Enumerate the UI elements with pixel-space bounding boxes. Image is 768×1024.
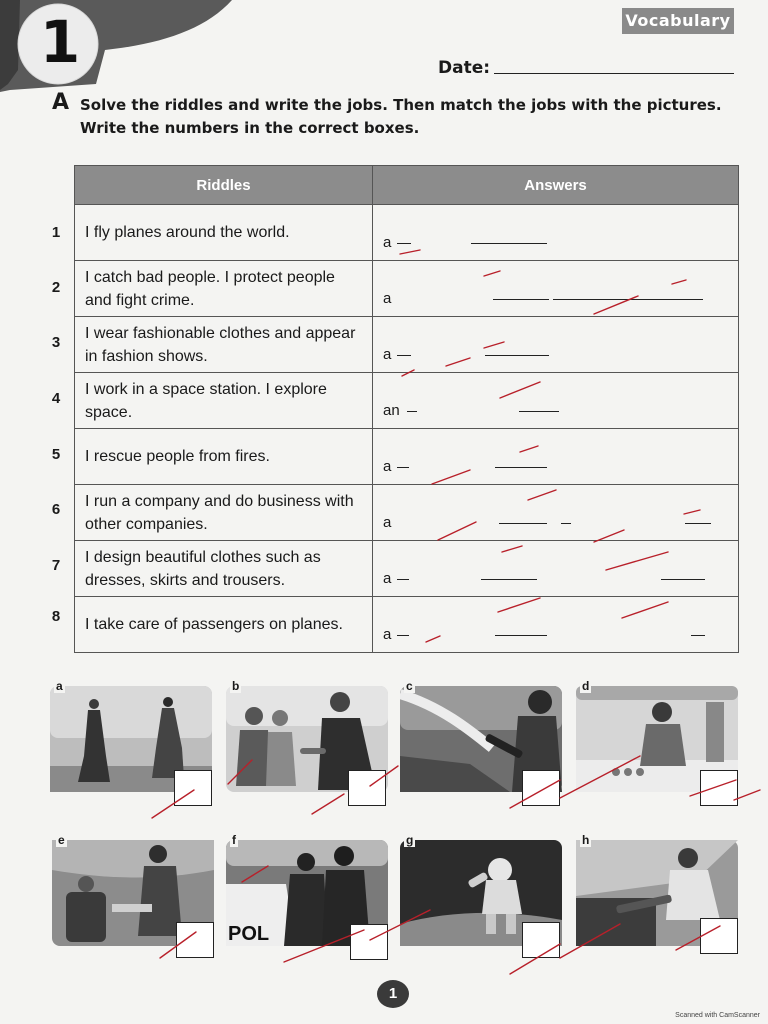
answer-blank[interactable] bbox=[495, 635, 547, 636]
row-number: 4 bbox=[51, 390, 61, 407]
answer-article: a bbox=[383, 625, 392, 643]
picture-label: c bbox=[406, 679, 413, 693]
date-input-line[interactable] bbox=[494, 73, 734, 74]
answer-article: a bbox=[383, 457, 392, 475]
answer-blank[interactable] bbox=[493, 299, 549, 300]
table-row bbox=[75, 429, 739, 485]
answer-cell[interactable] bbox=[373, 373, 739, 429]
answer-blank[interactable] bbox=[661, 579, 705, 580]
row-number: 7 bbox=[51, 557, 61, 574]
section-badge: Vocabulary bbox=[622, 8, 734, 34]
picture-label: b bbox=[232, 679, 240, 693]
car-door-text: POL bbox=[228, 923, 270, 945]
table-row bbox=[75, 317, 739, 373]
picture-label: g bbox=[406, 833, 414, 847]
riddle-text: I wear fashionable clothes and appear in fashion shows. bbox=[75, 317, 373, 373]
riddle-text: I catch bad people. I protect people and fight crime. bbox=[75, 261, 373, 317]
riddles-column-header: Riddles bbox=[75, 166, 373, 205]
answer-blank[interactable] bbox=[397, 635, 409, 636]
answer-blank[interactable] bbox=[397, 243, 411, 244]
answer-blank[interactable] bbox=[407, 411, 417, 412]
answer-cell[interactable] bbox=[373, 205, 739, 261]
answer-blank[interactable] bbox=[397, 467, 409, 468]
riddle-text: I work in a space station. I explore space. bbox=[75, 373, 373, 429]
riddles-table bbox=[74, 165, 739, 653]
answer-article: a bbox=[383, 513, 392, 531]
riddle-text: I take care of passengers on planes. bbox=[75, 597, 373, 653]
answer-blank[interactable] bbox=[685, 523, 711, 524]
riddle-text: I run a company and do business with other companies. bbox=[75, 485, 373, 541]
row-number: 1 bbox=[51, 224, 61, 241]
picture-label: f bbox=[232, 833, 236, 847]
table-row bbox=[75, 205, 739, 261]
picture-label: d bbox=[582, 679, 590, 693]
answer-cell[interactable] bbox=[373, 261, 739, 317]
answer-blank[interactable] bbox=[561, 523, 571, 524]
unit-number: 1 bbox=[39, 8, 81, 76]
picture-answer-box[interactable] bbox=[348, 770, 386, 806]
answer-article: a bbox=[383, 233, 392, 251]
exercise-instruction: Solve the riddles and write the jobs. Then match the jobs with the pictures. Write the numbers in the correct boxes. bbox=[80, 96, 722, 137]
picture-answer-box[interactable] bbox=[176, 922, 214, 958]
exercise-letter: A bbox=[52, 90, 70, 115]
table-row bbox=[75, 373, 739, 429]
answer-cell[interactable] bbox=[373, 485, 739, 541]
answer-article: a bbox=[383, 569, 392, 587]
table-row bbox=[75, 541, 739, 597]
answer-cell[interactable] bbox=[373, 597, 739, 653]
answer-blank[interactable] bbox=[485, 355, 549, 356]
answer-blank[interactable] bbox=[481, 579, 537, 580]
answer-cell[interactable] bbox=[373, 429, 739, 485]
answer-blank[interactable] bbox=[553, 299, 703, 300]
table-row bbox=[75, 261, 739, 317]
picture-label: e bbox=[58, 833, 65, 847]
page-number: 1 bbox=[377, 980, 409, 1008]
picture-answer-box[interactable] bbox=[522, 922, 560, 958]
picture-label: a bbox=[56, 679, 63, 693]
answer-blank[interactable] bbox=[471, 243, 547, 244]
picture-answer-box[interactable] bbox=[700, 770, 738, 806]
answer-blank[interactable] bbox=[691, 635, 705, 636]
row-number: 3 bbox=[51, 334, 61, 351]
picture-answer-box[interactable] bbox=[350, 924, 388, 960]
answers-column-header: Answers bbox=[373, 166, 739, 205]
picture-answer-box[interactable] bbox=[522, 770, 560, 806]
scanner-watermark: Scanned with CamScanner bbox=[675, 1012, 760, 1019]
answer-cell[interactable] bbox=[373, 541, 739, 597]
answer-cell[interactable] bbox=[373, 317, 739, 373]
row-number: 5 bbox=[51, 446, 61, 463]
riddle-text: I design beautiful clothes such as dresses, skirts and trousers. bbox=[75, 541, 373, 597]
picture-answer-box[interactable] bbox=[174, 770, 212, 806]
riddle-text: I fly planes around the world. bbox=[75, 205, 373, 261]
picture-label: h bbox=[582, 833, 590, 847]
table-row bbox=[75, 597, 739, 653]
row-number: 8 bbox=[51, 608, 61, 625]
date-label: Date: bbox=[438, 58, 491, 78]
picture-answer-box[interactable] bbox=[700, 918, 738, 954]
answer-blank[interactable] bbox=[519, 411, 559, 412]
answer-article: a bbox=[383, 345, 392, 363]
answer-article: a bbox=[383, 289, 392, 307]
answer-blank[interactable] bbox=[397, 579, 409, 580]
table-header-row bbox=[75, 166, 739, 205]
answer-blank[interactable] bbox=[495, 467, 547, 468]
answer-blank[interactable] bbox=[499, 523, 547, 524]
row-number: 6 bbox=[51, 501, 61, 518]
riddle-text: I rescue people from fires. bbox=[75, 429, 373, 485]
table-row bbox=[75, 485, 739, 541]
answer-article: an bbox=[383, 401, 400, 419]
answer-blank[interactable] bbox=[397, 355, 411, 356]
row-number: 2 bbox=[51, 279, 61, 296]
